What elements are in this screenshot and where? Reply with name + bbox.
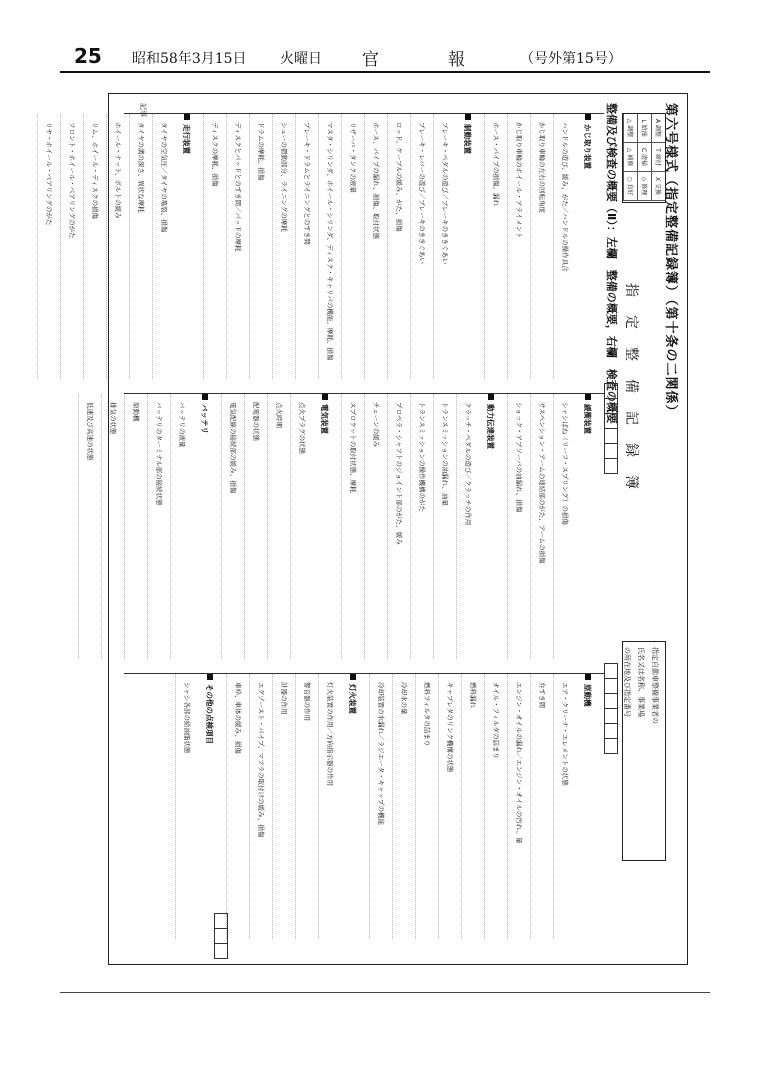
check-item: トランスミッションの油漏れ、油量 — [433, 394, 456, 659]
check-item: プロペラ・シャフトのジョイント部のがた、緩み — [387, 394, 410, 659]
group-heading: 原動機 — [576, 674, 598, 939]
check-item: フロント・ホイール・ベアリングのがた — [60, 114, 83, 379]
check-item: 冷却水の量 — [392, 674, 415, 939]
check-item: エア・クリーナ・エレメントの状態 — [553, 674, 576, 939]
check-item: かじ取り車輪の左右の回転角度 — [530, 114, 553, 379]
check-box[interactable] — [604, 738, 618, 754]
check-item: タイヤの溝の深さ、異状な摩耗 — [129, 114, 152, 379]
legend-item: X 交換 — [651, 172, 665, 201]
check-item: リヤ・ホイール・ベアリングのがた — [37, 114, 60, 379]
check-item: ホイール・ナット、ボルトの緩み — [106, 114, 129, 379]
check-box[interactable] — [604, 398, 618, 414]
business-info-box — [622, 641, 666, 861]
check-item: バッテリの液量 — [170, 394, 193, 659]
check-item: 配電器の状態 — [244, 394, 267, 659]
check-item: スプロケットの取付状態、摩耗 — [341, 394, 364, 659]
check-item: 低速及び高速の状態 — [78, 394, 101, 659]
check-box[interactable] — [604, 663, 618, 679]
check-item: 点火プラグの状態 — [290, 394, 313, 659]
legend-item: L 給油 — [637, 114, 651, 143]
section-heading: 整備及び検査の概要（Ⅱ）：左欄 整備の概要，右欄 検査の概要 — [605, 103, 618, 424]
check-item: キャブレタのリンク機構の状態 — [438, 674, 461, 939]
check-item: マスタ・シリンダ、ホイール・シリンダ、ディスク・キャリパの機能、摩耗、損傷 — [318, 114, 341, 379]
check-box[interactable] — [604, 678, 618, 694]
check-box[interactable] — [604, 413, 618, 429]
page-number: 25 — [74, 44, 102, 68]
check-item: バッテリのターミナル部の接続状態 — [147, 394, 170, 659]
check-item: ショック・アブソーバの油漏れ、損傷 — [507, 394, 530, 659]
check-item: リザーバ・タンクの液量 — [341, 114, 364, 379]
check-item: トランスミッションの操作機構のがた — [410, 394, 433, 659]
form-content — [45, 93, 688, 965]
check-item: クラッチ・ペダルの遊び／クラッチの作用 — [456, 394, 479, 659]
footer-rule — [60, 992, 710, 993]
group-heading: 動力伝達装置 — [479, 394, 501, 659]
page-header — [60, 44, 700, 70]
info-line: 指定自動車整備事業者の — [651, 647, 659, 724]
group-heading: バッテリ — [193, 394, 215, 659]
check-item: 燃料フィルタの詰まり — [415, 674, 438, 939]
legend-item: T 締付 — [651, 143, 665, 172]
check-item: チェーンの緩み — [364, 394, 387, 659]
check-box-row — [604, 383, 618, 473]
check-box[interactable] — [604, 693, 618, 709]
check-box[interactable] — [604, 723, 618, 739]
check-item: ドラムの摩耗、損傷 — [249, 114, 272, 379]
check-item: ハンドルの遊び、緩み、がた／ハンドルの操作具合 — [553, 114, 576, 379]
check-box[interactable] — [604, 443, 618, 459]
group-running-gear — [37, 114, 197, 379]
issue-weekday: 火曜日 — [280, 51, 322, 67]
check-item: タイヤの空気圧／タイヤの亀裂、損傷 — [152, 114, 175, 379]
check-item: 冷却装置の水漏れ／ラジエータ・キャップの機能 — [369, 674, 392, 939]
check-item: エンジン・オイルの漏れ／エンジン・オイルの汚れ、量 — [507, 674, 530, 939]
inspection-column-1 — [45, 113, 604, 379]
check-item: 警音器の作用 — [295, 674, 318, 939]
legend-item: ○ 良好 — [623, 172, 637, 201]
check-item: ディスクとパッドとのすき間／パッドの摩耗 — [226, 114, 249, 379]
check-item: シャシばね（リーフ・スプリング）の損傷 — [553, 394, 576, 659]
check-item: 計器の作用 — [272, 674, 295, 939]
check-item: オイル・フィルタの詰まり — [484, 674, 507, 939]
legend-item: ◇ 修理 — [637, 172, 651, 201]
inspection-column-3 — [124, 673, 604, 939]
group-power-train — [341, 394, 501, 659]
remarks-label: 記事 — [139, 103, 147, 117]
group-heading: 走行装置 — [175, 114, 197, 379]
check-item: ブレーキ・ペダルの遊び／ブレーキのききぐあい — [433, 114, 456, 379]
check-item: リム、ホイール・ディスクの損傷 — [83, 114, 106, 379]
check-item: ロッド、ケーブルの緩み、がた、損傷 — [387, 114, 410, 379]
check-item: 弁すき間 — [530, 674, 553, 939]
inspection-column-2 — [86, 393, 604, 659]
check-item: ホース、パイプの漏れ、損傷、取付状態 — [364, 114, 387, 379]
form-title: 第六号様式（指定整備記録簿）（第十条の二関係） — [663, 103, 678, 419]
legend-item: C 清掃 — [637, 143, 651, 172]
info-line: 氏名又は名称、事業場 — [637, 647, 645, 717]
check-box-row — [214, 913, 228, 958]
info-line: の所在地及び指定番号 — [623, 647, 631, 717]
check-item: ホース・パイプの損傷、漏れ — [484, 114, 507, 379]
legend-item: A 調整 — [651, 114, 665, 143]
group-heading: かじ取り装置 — [576, 114, 598, 379]
group-electrical — [221, 394, 335, 659]
legend-item: △ 調整 — [623, 114, 637, 143]
check-item: 原動機 — [124, 394, 147, 659]
check-box[interactable] — [604, 708, 618, 724]
check-item: かじ取り車輪のホイール・アライメント — [507, 114, 530, 379]
check-item: 車枠、車体の緩み、損傷 — [226, 674, 249, 939]
check-box[interactable] — [604, 383, 618, 399]
issue-number: （号外第15号） — [520, 51, 622, 67]
rotated-form — [45, 93, 688, 965]
check-box-row — [604, 663, 618, 753]
check-box[interactable] — [214, 913, 228, 929]
check-item: ブレーキ・ドラムとライニングとのすき間 — [295, 114, 318, 379]
check-box[interactable] — [604, 428, 618, 444]
group-other — [175, 674, 220, 939]
check-item: サスペンション・アームの連結部のがた、アームの損傷 — [530, 394, 553, 659]
group-heading: 緩衝装置 — [576, 394, 598, 659]
check-item: エグゾースト・パイプ、マフラの取付けの緩み、損傷 — [249, 674, 272, 939]
legend-box — [622, 113, 666, 203]
check-box[interactable] — [214, 943, 228, 959]
group-suspension — [507, 394, 598, 659]
group-steering — [484, 114, 598, 379]
check-box[interactable] — [604, 458, 618, 474]
publication-name-2: 報 — [448, 50, 465, 70]
group-heading: 灯火装置 — [341, 674, 363, 939]
header-rule — [60, 71, 710, 73]
check-item: ディスクの摩耗、損傷 — [203, 114, 226, 379]
check-item: 電気配線の接続部の緩み、損傷 — [221, 394, 244, 659]
check-item: 排気の状態 — [101, 394, 124, 659]
check-item: 燃料漏れ — [461, 674, 484, 939]
form-subtitle: 指定整備記録簿 — [623, 283, 639, 507]
group-lighting — [226, 674, 363, 939]
group-heading: 電気装置 — [313, 394, 335, 659]
check-item: 点火時期 — [267, 394, 290, 659]
issue-date: 昭和58年3月15日 — [132, 51, 247, 67]
group-heading: 制動装置 — [456, 114, 478, 379]
group-brakes — [203, 114, 478, 379]
publication-name-1: 官 — [362, 50, 379, 70]
group-engine — [369, 674, 598, 939]
check-item: シャシ各部の給油脂状態 — [175, 674, 198, 939]
check-box[interactable] — [214, 928, 228, 944]
legend-item: △ 補修 — [623, 143, 637, 172]
check-item: シューの摺動部分、ライニングの摩耗 — [272, 114, 295, 379]
group-battery — [78, 394, 215, 659]
check-item: ブレーキ・レバーの遊び／ブレーキのききぐあい — [410, 114, 433, 379]
check-item: 灯火装置の作用／方向指示器の作用 — [318, 674, 341, 939]
group-heading: その他の点検項目 — [198, 674, 220, 939]
